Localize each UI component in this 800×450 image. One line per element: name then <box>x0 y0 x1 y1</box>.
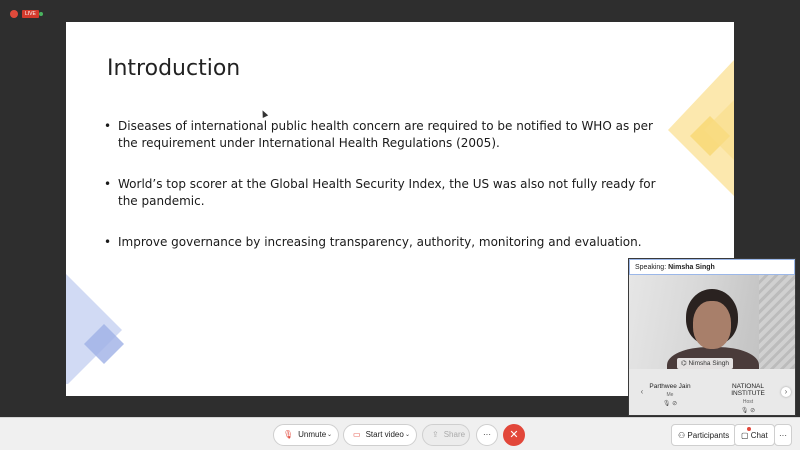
participant-role: Host <box>742 399 754 405</box>
speaking-name: Nimsha Singh <box>668 264 715 271</box>
bullet-text: Improve governance by increasing transparency, authority, monitoring and evaluation. <box>118 235 642 249</box>
meeting-control-bar <box>0 417 800 450</box>
video-name-tag: ⌬ Nimsha Singh <box>677 358 733 369</box>
active-speaker-panel[interactable] <box>628 258 796 416</box>
record-indicator-icon <box>10 10 18 18</box>
start-video-button[interactable]: ▭ Start video ⌄ <box>343 424 417 446</box>
video-background-window <box>759 275 795 369</box>
bullet-text: World’s top scorer at the Global Health Security Index, the US was also not fully ready for the pandemic. <box>118 177 656 208</box>
slide-bullet <box>104 176 664 210</box>
participant-name: Parthwee Jain <box>649 383 691 390</box>
muted-mic-icon: 🎙 <box>283 430 294 439</box>
bullet-icon: • <box>104 235 112 249</box>
share-icon: ⇪ <box>432 430 439 439</box>
leave-meeting-button[interactable] <box>503 424 525 446</box>
decor-yellow-diamonds <box>660 60 734 200</box>
participants-button[interactable]: ⚇ Participants <box>671 424 736 446</box>
speaker-video[interactable] <box>629 275 795 369</box>
close-icon: ✕ <box>509 429 519 441</box>
muted-mic-icon: 🎙 ⊘ <box>662 401 678 407</box>
video-person-face <box>693 301 731 349</box>
chevron-down-icon[interactable]: ⌄ <box>404 432 410 438</box>
participant-role: Me <box>666 392 674 398</box>
live-badge: LIVE <box>22 10 39 18</box>
chat-icon: ▢ <box>741 431 751 440</box>
slide-title: Introduction <box>107 56 241 81</box>
chat-button[interactable]: ▢ Chat <box>734 424 775 446</box>
chevron-left-icon[interactable]: ‹ <box>640 387 644 396</box>
slide-bullet-list <box>104 118 667 275</box>
more-right-button[interactable]: ··· <box>774 424 792 446</box>
participant-name: NATIONAL INSTITUTE <box>731 383 765 397</box>
unmute-button[interactable]: 🎙 Unmute ⌄ <box>273 424 339 446</box>
slide-bullet <box>104 118 664 152</box>
muted-mic-icon: 🎙 ⊘ <box>740 408 756 414</box>
top-bar <box>0 0 800 22</box>
participant-thumb[interactable] <box>715 375 781 414</box>
slide-bullet <box>104 234 664 251</box>
participants-icon: ⚇ <box>678 431 688 440</box>
decor-blue-diamonds <box>66 274 126 384</box>
chevron-down-icon[interactable]: ⌄ <box>326 432 332 438</box>
share-button[interactable]: ⇪ Share <box>422 424 470 446</box>
participant-thumbnails <box>629 369 795 415</box>
bullet-text: Diseases of international public health concern are required to be notified to WHO as per the requirement under International Health Regulations (2005). <box>118 119 653 150</box>
participant-thumb[interactable] <box>637 375 703 411</box>
speaking-indicator <box>629 259 795 275</box>
bullet-icon: • <box>104 119 112 133</box>
video-off-icon: ▭ <box>353 430 361 439</box>
network-status-icon <box>39 12 43 16</box>
mic-icon: ⌬ <box>681 360 689 367</box>
bullet-icon: • <box>104 177 112 191</box>
mouse-cursor-icon <box>260 109 268 118</box>
chevron-right-icon[interactable]: › <box>781 387 791 397</box>
speaking-label: Speaking: <box>635 264 667 271</box>
more-options-button[interactable]: ··· <box>476 424 498 446</box>
chat-notification-badge <box>747 427 751 431</box>
